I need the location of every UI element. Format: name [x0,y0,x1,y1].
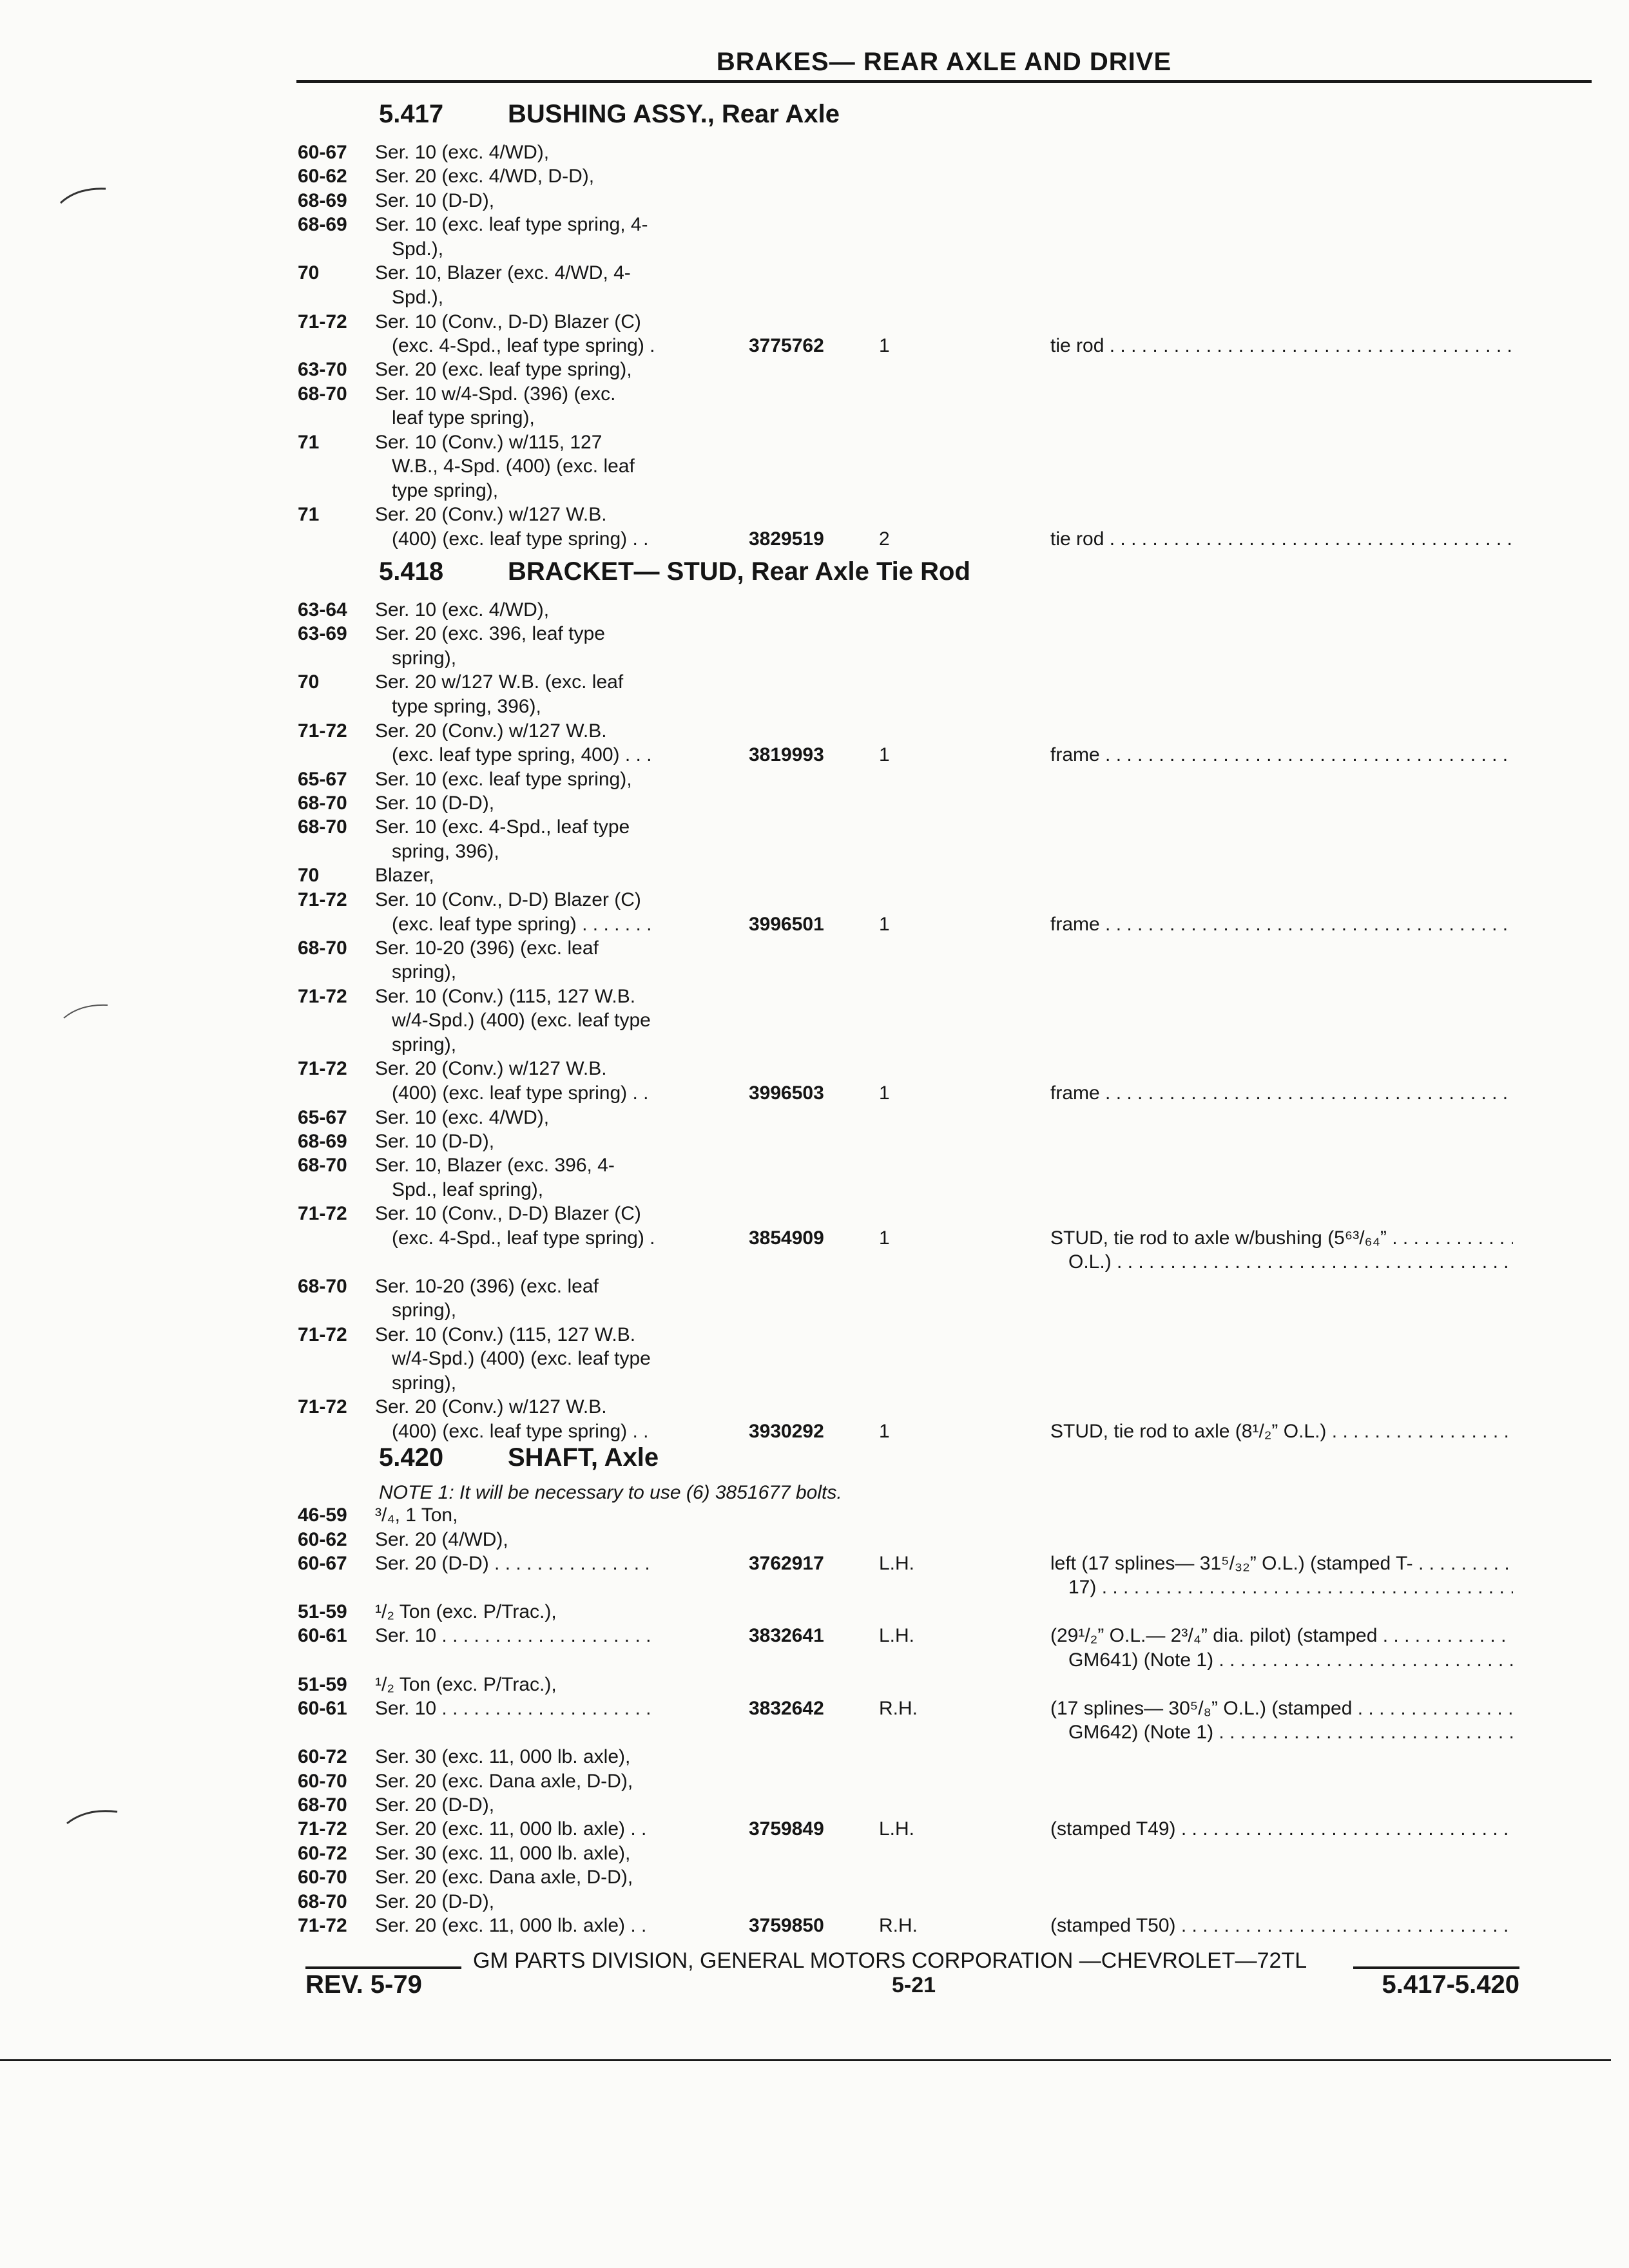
catalog-row [0,648,1629,671]
catalog-row [0,1082,1629,1106]
catalog-row [0,1601,1629,1624]
application-desc: Ser. 10 (exc. 4-Spd., leaf type [375,816,630,838]
part-remark: STUD, tie rod to axle (8¹/₂” O.L.) . . . [1050,1421,1513,1443]
catalog-row [0,986,1629,1009]
catalog-row [0,383,1629,407]
catalog-row [0,865,1629,888]
year-range: 71-72 [298,1203,347,1224]
part-number: 3996501 [749,914,824,935]
bottom-rule [0,2059,1611,2061]
application-desc: Ser. 20 (exc. leaf type spring), [375,359,632,380]
application-desc: Ser. 20 (exc. 396, leaf type [375,623,605,644]
part-number: 3759850 [749,1915,824,1936]
catalog-row [0,623,1629,646]
footer-publisher: GM PARTS DIVISION, GENERAL MOTORS CORPORATION —CHEVROLET—72TL [473,1948,1307,1973]
catalog-row [0,1107,1629,1130]
year-range: 63-70 [298,359,347,380]
application-desc: Spd., leaf spring), [392,1179,544,1200]
catalog-row [0,238,1629,262]
quantity: 1 [879,335,890,356]
catalog-row [0,335,1629,358]
year-range: 71-72 [298,1058,347,1079]
application-desc: Ser. 10 (D-D), [375,1131,495,1152]
catalog-row [0,456,1629,479]
application-desc: Ser. 10 (Conv., D-D) Blazer (C) [375,311,641,332]
catalog-row [0,1227,1629,1251]
year-range: 68-70 [298,816,347,838]
application-desc: Ser. 20 (D-D), [375,1891,495,1912]
quantity: L.H. [879,1625,915,1646]
application-desc: ³/₄, 1 Ton, [375,1504,458,1526]
catalog-row [0,816,1629,840]
application-desc: (400) (exc. leaf type spring) . . [392,1421,649,1442]
application-desc: Ser. 20 (Conv.) w/127 W.B. [375,504,607,525]
year-range: 60-72 [298,1746,347,1767]
application-desc: Ser. 30 (exc. 11, 000 lb. axle), [375,1746,631,1767]
catalog-row [0,1818,1629,1841]
year-range: 68-70 [298,1276,347,1297]
year-range: 68-70 [298,1794,347,1816]
catalog-row [0,407,1629,430]
application-desc: (exc. leaf type spring) . . . . . . . [392,914,652,935]
application-desc: Blazer, [375,865,434,886]
catalog-row [0,528,1629,552]
quantity: L.H. [879,1553,915,1574]
catalog-row [0,1698,1629,1721]
part-remark: O.L.) . . . [1068,1251,1513,1273]
catalog-row [0,1179,1629,1202]
quantity: 1 [879,1227,890,1249]
application-desc: w/4-Spd.) (400) (exc. leaf type [392,1010,651,1031]
application-desc: Ser. 10 (D-D), [375,793,495,814]
application-desc: Ser. 10 (exc. 4/WD), [375,1107,550,1128]
year-range: 68-69 [298,190,347,211]
part-remark: frame . . . [1050,914,1513,936]
year-range: 68-70 [298,383,347,405]
part-number: 3854909 [749,1227,824,1249]
application-desc: Ser. 10, Blazer (exc. 396, 4- [375,1155,615,1176]
catalog-row [0,1625,1629,1648]
year-range: 71 [298,504,320,525]
application-desc: Ser. 10 (Conv.) (115, 127 W.B. [375,1324,636,1345]
year-range: 68-69 [298,214,347,235]
catalog-row [0,720,1629,744]
part-number: 3832641 [749,1625,824,1646]
application-desc: Ser. 20 w/127 W.B. (exc. leaf [375,671,624,693]
application-desc: Ser. 10 (Conv., D-D) Blazer (C) [375,889,641,910]
application-desc: Ser. 20 (D-D), [375,1794,495,1816]
year-range: 60-67 [298,1553,347,1574]
catalog-row [0,914,1629,937]
year-range: 71-72 [298,986,347,1007]
year-range: 70 [298,865,320,886]
catalog-row [0,1649,1629,1673]
application-desc: Ser. 10-20 (396) (exc. leaf [375,1276,599,1297]
part-remark: frame . . . [1050,744,1513,766]
catalog-row [0,262,1629,285]
application-desc: spring), [392,648,457,669]
part-remark: tie rod . . . [1050,528,1513,550]
year-range: 68-69 [298,1131,347,1152]
application-desc: Spd.), [392,238,444,260]
part-number: 3759849 [749,1818,824,1840]
catalog-row [0,1915,1629,1938]
section-title-5417 [379,100,840,129]
application-desc: spring), [392,961,457,983]
application-desc: spring), [392,1372,457,1394]
application-desc: w/4-Spd.) (400) (exc. leaf type [392,1348,651,1369]
part-number: 3819993 [749,744,824,765]
quantity: 2 [879,528,890,550]
year-range: 71-72 [298,1818,347,1840]
application-desc: ¹/₂ Ton (exc. P/Trac.), [375,1674,557,1695]
part-remark: 17) . . . [1068,1577,1513,1599]
quantity: R.H. [879,1915,918,1936]
part-remark: frame . . . [1050,1082,1513,1104]
year-range: 60-70 [298,1867,347,1888]
part-remark: GM641) (Note 1) . . . [1068,1649,1513,1671]
year-range: 71 [298,432,320,453]
section-note: NOTE 1: It will be necessary to use (6) 3851677 bolts. [379,1482,842,1503]
catalog-row [0,841,1629,864]
application-desc: Ser. 10 (exc. 4/WD), [375,599,550,620]
catalog-row [0,1251,1629,1274]
margin-mark [58,184,110,209]
application-desc: type spring), [392,480,499,501]
year-range: 65-67 [298,1107,347,1128]
year-range: 51-59 [298,1674,347,1695]
catalog-row [0,190,1629,213]
year-range: 71-72 [298,1396,347,1418]
application-desc: spring, 396), [392,841,499,862]
quantity: 1 [879,1421,890,1442]
catalog-row [0,287,1629,310]
catalog-row [0,671,1629,695]
application-desc: Spd.), [392,287,444,308]
application-desc: Ser. 10 w/4-Spd. (396) (exc. [375,383,616,405]
catalog-row [0,214,1629,237]
catalog-row [0,1203,1629,1226]
part-number: 3762917 [749,1553,824,1574]
year-range: 68-70 [298,1891,347,1912]
application-desc: Ser. 20 (exc. 4/WD, D-D), [375,166,595,187]
part-remark: (stamped T50) . . . [1050,1915,1513,1937]
catalog-row [0,1553,1629,1576]
part-remark: left (17 splines— 31⁵/₃₂” O.L.) (stamped T- . . . [1050,1553,1513,1575]
year-range: 70 [298,262,320,284]
application-desc: Ser. 10 . . . . . . . . . . . . . . . . . . . . [375,1698,651,1719]
page-header-title: BRAKES— REAR AXLE AND DRIVE [716,48,1172,76]
application-desc: Ser. 20 (exc. 11, 000 lb. axle) . . [375,1915,647,1936]
catalog-row [0,142,1629,165]
quantity: L.H. [879,1818,915,1840]
year-range: 65-67 [298,769,347,790]
year-range: 60-70 [298,1771,347,1792]
quantity: 1 [879,1082,890,1104]
catalog-row [0,1529,1629,1552]
part-remark: GM642) (Note 1) . . . [1068,1722,1513,1744]
application-desc: Ser. 20 (D-D) . . . . . . . . . . . . . . . [375,1553,650,1574]
header-rule [296,80,1592,83]
catalog-row [0,599,1629,622]
application-desc: Ser. 10 (D-D), [375,190,495,211]
year-range: 60-62 [298,166,347,187]
catalog-row [0,744,1629,767]
catalog-row [0,359,1629,382]
catalog-row [0,1794,1629,1818]
section-title-5418 [379,557,970,586]
application-desc: spring), [392,1300,457,1321]
catalog-row [0,1300,1629,1323]
catalog-row [0,1155,1629,1178]
year-range: 71-72 [298,720,347,742]
part-remark: (17 splines— 30⁵/₈” O.L.) (stamped . . . [1050,1698,1513,1720]
catalog-row [0,1010,1629,1033]
application-desc: (exc. 4-Spd., leaf type spring) . [392,335,655,356]
section-name: BRACKET— STUD, Rear Axle Tie Rod [508,557,970,586]
application-desc: type spring, 396), [392,696,541,717]
catalog-row [0,1867,1629,1890]
catalog-row [0,311,1629,334]
catalog-row [0,769,1629,792]
year-range: 63-69 [298,623,347,644]
application-desc: Ser. 20 (Conv.) w/127 W.B. [375,720,607,742]
year-range: 71-72 [298,889,347,910]
catalog-row [0,480,1629,503]
catalog-row [0,1771,1629,1794]
application-desc: Ser. 20 (Conv.) w/127 W.B. [375,1396,607,1418]
application-desc: Ser. 20 (exc. 11, 000 lb. axle) . . [375,1818,647,1840]
application-desc: Ser. 30 (exc. 11, 000 lb. axle), [375,1843,631,1864]
margin-mark [61,999,113,1024]
year-range: 71-72 [298,1915,347,1936]
year-range: 71-72 [298,1324,347,1345]
section-name: SHAFT, Axle [508,1443,659,1472]
footer-section-range: 5.417-5.420 [1382,1970,1519,1999]
section-title-5420 [379,1443,659,1472]
catalog-row [0,504,1629,527]
part-number: 3829519 [749,528,824,550]
quantity: 1 [879,744,890,765]
catalog-row [0,1372,1629,1396]
application-desc: W.B., 4-Spd. (400) (exc. leaf [392,456,635,477]
part-remark: STUD, tie rod to axle w/bushing (5⁶³/₆₄” . . . [1050,1227,1513,1249]
application-desc: Ser. 20 (exc. Dana axle, D-D), [375,1771,633,1792]
application-desc: (exc. leaf type spring, 400) . . . [392,744,652,765]
catalog-row [0,1348,1629,1371]
catalog-row [0,937,1629,961]
application-desc: Ser. 10 (Conv.) (115, 127 W.B. [375,986,636,1007]
year-range: 63-64 [298,599,347,620]
margin-mark [64,1804,122,1830]
year-range: 70 [298,671,320,693]
catalog-row [0,1746,1629,1769]
application-desc: Ser. 10 (exc. leaf type spring), [375,769,632,790]
part-remark: tie rod . . . [1050,335,1513,357]
year-range: 60-67 [298,142,347,163]
year-range: 51-59 [298,1601,347,1622]
application-desc: Ser. 10-20 (396) (exc. leaf [375,937,599,959]
catalog-row [0,1891,1629,1914]
year-range: 71-72 [298,311,347,332]
part-number: 3996503 [749,1082,824,1104]
catalog-row [0,166,1629,189]
catalog-row [0,1034,1629,1057]
catalog-row [0,1396,1629,1419]
catalog-row [0,1276,1629,1299]
catalog-row [0,432,1629,455]
catalog-row [0,1131,1629,1154]
year-range: 60-62 [298,1529,347,1550]
application-desc: Ser. 10 . . . . . . . . . . . . . . . . . . . . [375,1625,651,1646]
year-range: 68-70 [298,1155,347,1176]
section-number: 5.418 [379,557,444,586]
application-desc: Ser. 10 (Conv.) w/115, 127 [375,432,602,453]
application-desc: Ser. 20 (4/WD), [375,1529,508,1550]
quantity: R.H. [879,1698,918,1719]
application-desc: spring), [392,1034,457,1055]
catalog-row [0,1722,1629,1745]
catalog-row [0,1843,1629,1866]
part-remark: (stamped T49) . . . [1050,1818,1513,1840]
application-desc: (exc. 4-Spd., leaf type spring) . [392,1227,655,1249]
year-range: 60-72 [298,1843,347,1864]
catalog-row [0,1577,1629,1600]
footer-rule-left [305,1966,461,1969]
section-name: BUSHING ASSY., Rear Axle [508,100,840,128]
application-desc: (400) (exc. leaf type spring) . . [392,528,649,550]
year-range: 68-70 [298,937,347,959]
year-range: 60-61 [298,1698,347,1719]
quantity: 1 [879,914,890,935]
catalog-row [0,696,1629,719]
footer-revision: REV. 5-79 [305,1970,422,1999]
part-number: 3775762 [749,335,824,356]
application-desc: Ser. 10 (Conv., D-D) Blazer (C) [375,1203,641,1224]
catalog-row [0,889,1629,912]
catalog-row [0,1504,1629,1528]
application-desc: Ser. 10 (exc. 4/WD), [375,142,550,163]
catalog-row [0,1421,1629,1444]
application-desc: Ser. 20 (Conv.) w/127 W.B. [375,1058,607,1079]
application-desc: ¹/₂ Ton (exc. P/Trac.), [375,1601,557,1622]
section-number: 5.420 [379,1443,444,1472]
footer-page-number: 5-21 [892,1973,936,1997]
section-number: 5.417 [379,100,444,128]
part-number: 3930292 [749,1421,824,1442]
application-desc: (400) (exc. leaf type spring) . . [392,1082,649,1104]
catalog-row [0,1324,1629,1347]
year-range: 46-59 [298,1504,347,1526]
catalog-row [0,1674,1629,1697]
part-number: 3832642 [749,1698,824,1719]
application-desc: Ser. 20 (exc. Dana axle, D-D), [375,1867,633,1888]
application-desc: leaf type spring), [392,407,535,428]
catalog-row [0,793,1629,816]
part-remark: (29¹/₂” O.L.— 2³/₄” dia. pilot) (stamped . . . [1050,1625,1513,1647]
catalog-row [0,961,1629,985]
year-range: 68-70 [298,793,347,814]
application-desc: Ser. 10 (exc. leaf type spring, 4- [375,214,648,235]
year-range: 60-61 [298,1625,347,1646]
application-desc: Ser. 10, Blazer (exc. 4/WD, 4- [375,262,631,284]
catalog-row [0,1058,1629,1081]
footer-rule-right [1353,1966,1519,1969]
